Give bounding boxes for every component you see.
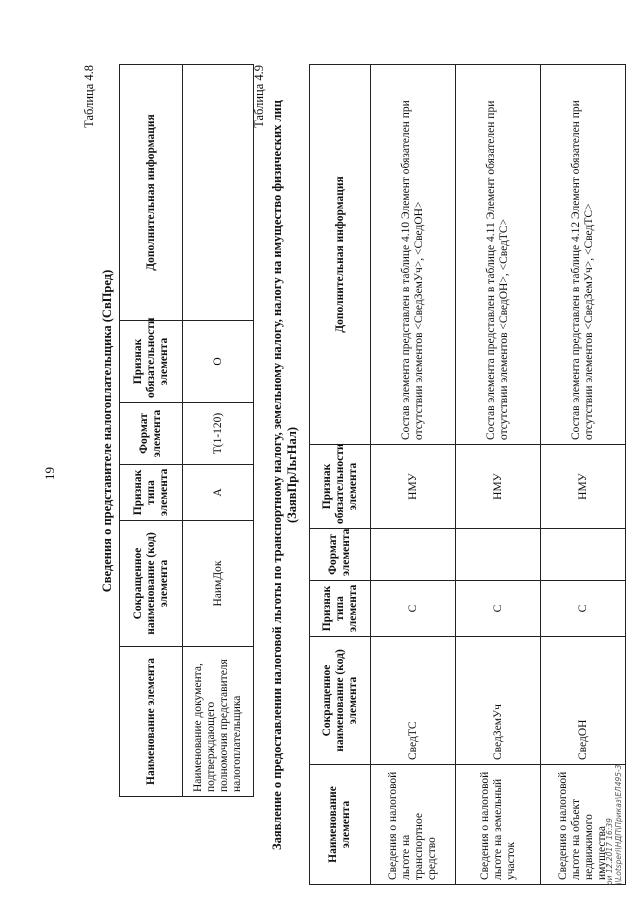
table-cell: НаимДок	[183, 521, 254, 647]
table-cell: А	[183, 465, 254, 521]
table-cell: СведОН	[541, 637, 626, 765]
table-cell: Состав элемента представлен в таблице 4.12 Элемент обязателен при отсутствии элементов <СведЗемУч>, <СведТС>	[541, 65, 626, 445]
header-cell: Формат элемента	[310, 529, 371, 581]
table-cell: С	[456, 581, 541, 637]
header-cell: Формат элемента	[120, 403, 183, 465]
table-4-8-label: Таблица 4.8	[82, 65, 96, 128]
table-cell: НМУ	[456, 445, 541, 529]
table-4-8-caption: Сведения о представителе налогоплательщика (СвПред)	[100, 269, 114, 593]
footer-line-1: ои 12.2017 16:39	[605, 818, 614, 885]
table-cell: Состав элемента представлен в таблице 4.11 Элемент обязателен при отсутствии элементов <СведОН>, <СведТС>	[456, 65, 541, 445]
page-number: 19	[42, 467, 57, 480]
table-cell	[541, 529, 626, 581]
table-row	[183, 65, 254, 797]
table-4-9-caption	[270, 65, 300, 885]
table-cell: НМУ	[541, 445, 626, 529]
table-row	[541, 65, 626, 885]
table-cell: С	[541, 581, 626, 637]
table-4-9-header-row	[310, 65, 371, 885]
table-cell: Сведения о налоговой льготе на земельный участок	[456, 765, 541, 885]
header-cell: Наименование элемента	[120, 647, 183, 797]
table-cell: О	[183, 321, 254, 403]
table-cell	[456, 529, 541, 581]
header-cell: Признак обязательности элемента	[120, 321, 183, 403]
table-4-8	[119, 64, 254, 797]
footer-note	[605, 765, 623, 886]
header-cell: Дополнительная информация	[310, 65, 371, 445]
table-row	[456, 65, 541, 885]
table-cell: Наименование документа, подтверждающего полномочия представителя налогоплательщика	[183, 647, 254, 797]
header-cell: Сокращенное наименование (код) элемента	[120, 521, 183, 647]
header-cell: Признак типа элемента	[120, 465, 183, 521]
table-row	[371, 65, 456, 885]
table-cell: С	[371, 581, 456, 637]
footer-line-2: \\Lotsperi\НДП\Приказ\ЕЛ495-3	[614, 764, 623, 885]
table-cell: Состав элемента представлен в таблице 4.10 Элемент обязателен при отсутствии элементов <СведЗемУч>, <СведОН>	[371, 65, 456, 445]
table-cell: Сведения о налоговой льготе на транспортное средство	[371, 765, 456, 885]
table-4-9-caption-line2: (ЗаявПрЛьгНал)	[285, 426, 299, 524]
table-4-9	[309, 64, 626, 885]
header-cell: Наименование элемента	[310, 765, 371, 885]
header-cell: Признак обязательности элемента	[310, 445, 371, 529]
table-cell	[371, 529, 456, 581]
table-cell: Т(1-120)	[183, 403, 254, 465]
header-cell: Признак типа элемента	[310, 581, 371, 637]
table-cell: СведЗемУч	[456, 637, 541, 765]
table-4-9-caption-line1: Заявление о предоставлении налоговой льготы по транспортному налогу, земельному налогу, налогу на имущество физических лиц	[270, 100, 284, 850]
table-cell: НМУ	[371, 445, 456, 529]
table-cell: СведТС	[371, 637, 456, 765]
table-cell: Сведения о налоговой льготе на объект недвижимого имущества	[541, 765, 626, 885]
header-cell: Дополнительная информация	[120, 65, 183, 321]
table-cell	[183, 65, 254, 321]
header-cell: Сокращенное наименование (код) элемента	[310, 637, 371, 765]
table-4-8-header-row	[120, 65, 183, 797]
table-4-9-label: Таблица 4.9	[252, 65, 266, 128]
